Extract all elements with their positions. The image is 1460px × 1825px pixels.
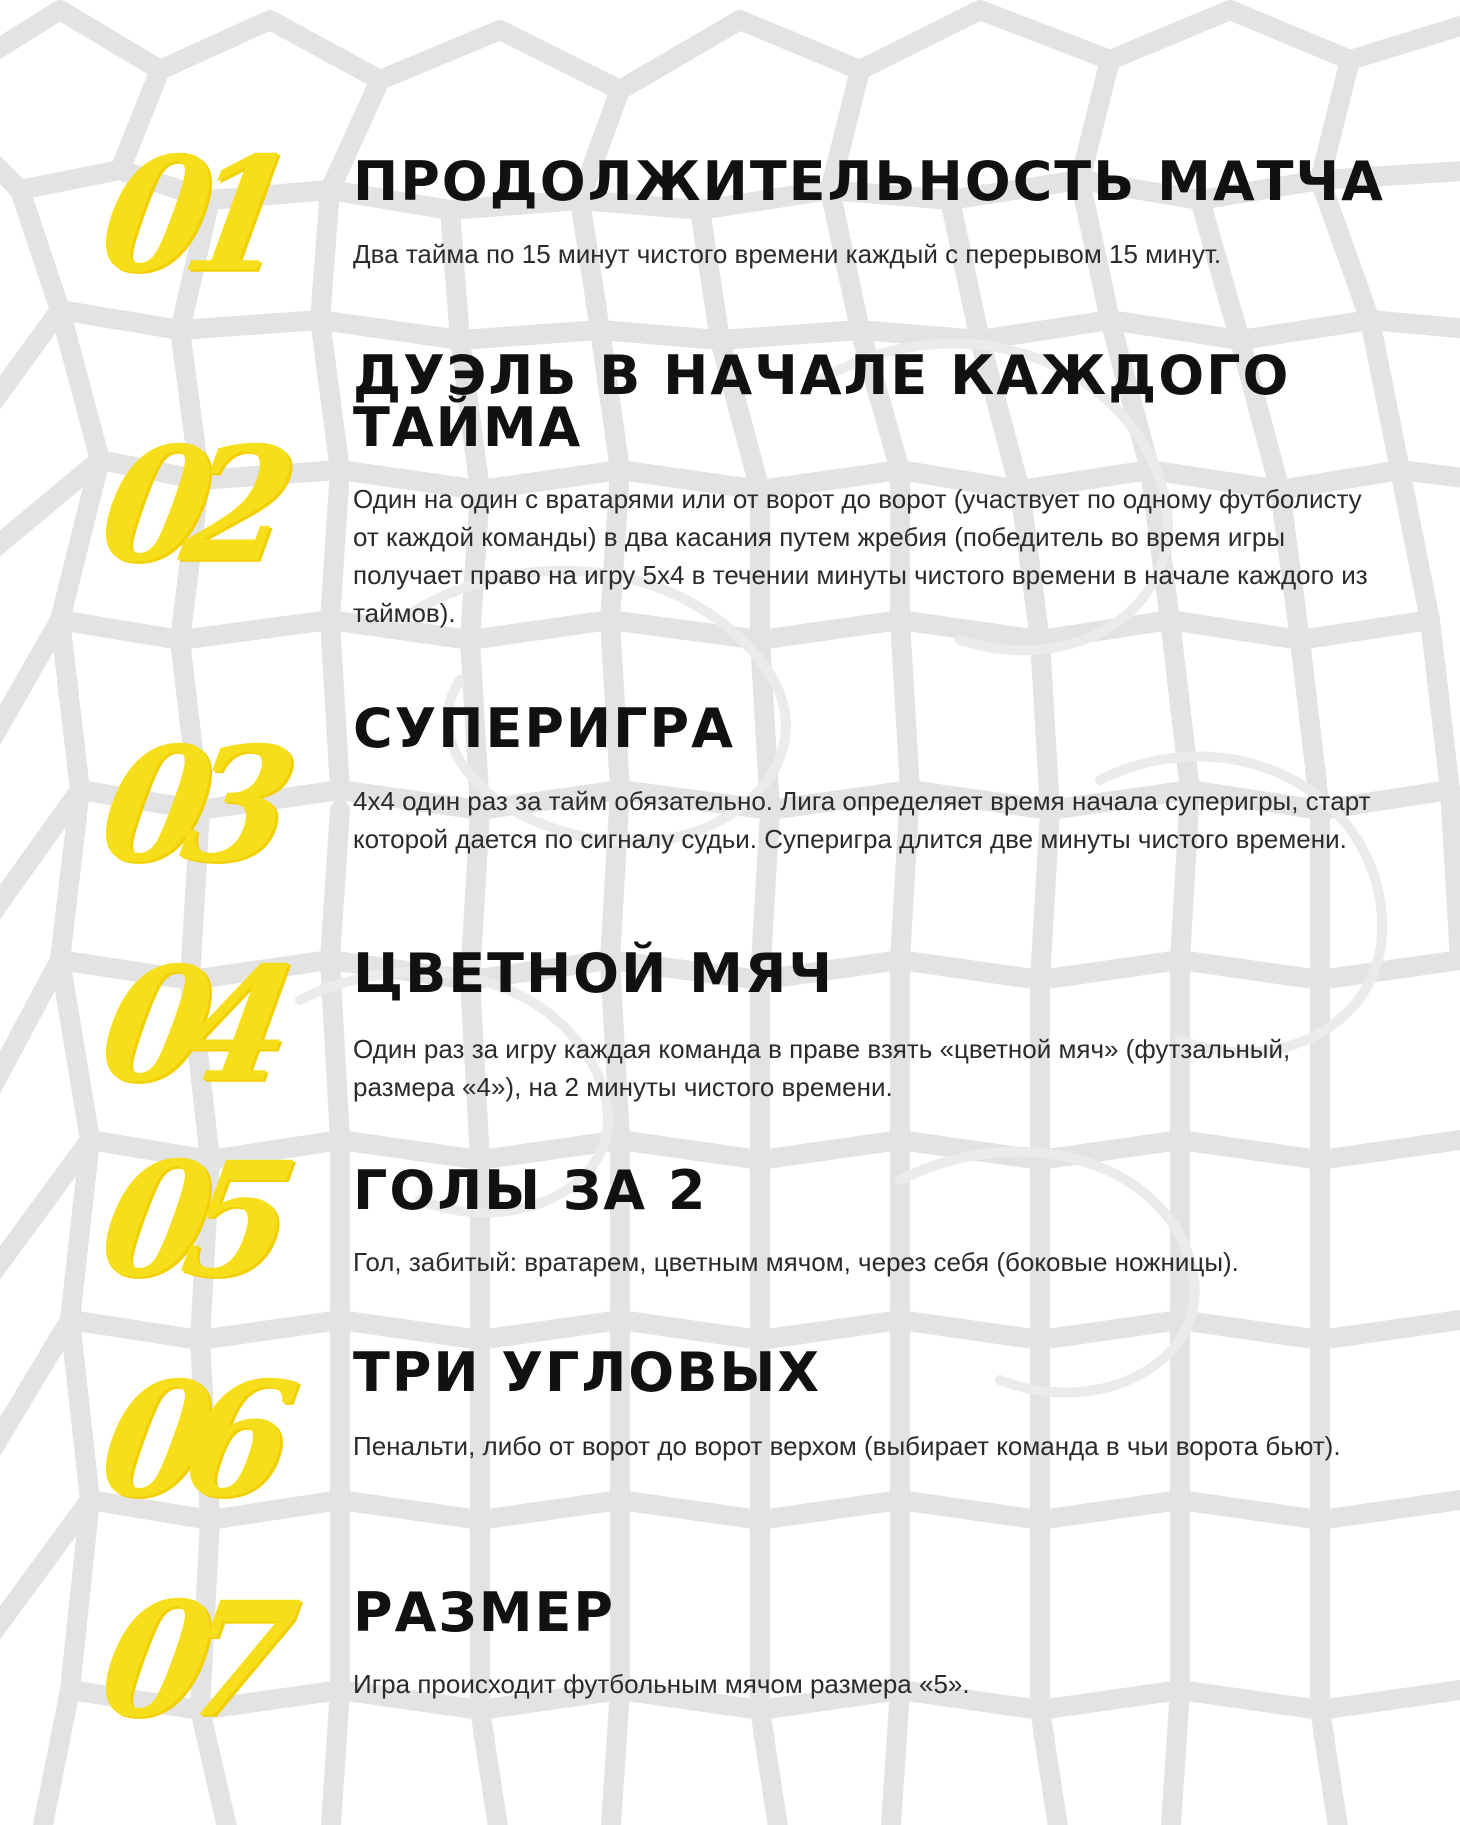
rule-title: ЦВЕТНОЙ МЯЧ xyxy=(353,942,835,1005)
rule-number: 06 xyxy=(88,1347,287,1533)
rule-title: ДУЭЛЬ В НАЧАЛЕ КАЖДОГО ТАЙМА xyxy=(353,344,1291,459)
rule-number: 07 xyxy=(88,1567,287,1753)
rule-description: Гол, забитый: вратарем, цветным мячом, через себя (боковые ножницы). xyxy=(353,1247,1239,1277)
rule-number: 01 xyxy=(88,122,287,308)
rule-number: 05 xyxy=(88,1127,287,1313)
rule-description: Один на один с вратарями или от ворот до ворот (участвует по одному футболисту от каждой команды) в два касания путем жребия (победитель во время игры получает право на игру 5х4 в течении минуты чистого времени в начале каждого из таймов). xyxy=(353,484,1368,628)
rule-description: Игра происходит футбольным мячом размера «5». xyxy=(353,1669,970,1699)
rule-title: РАЗМЕР xyxy=(353,1581,615,1644)
rule-description: Пенальти, либо от ворот до ворот верхом (выбирает команда в чьи ворота бьют). xyxy=(353,1431,1341,1461)
rule-title: ГОЛЫ ЗА 2 xyxy=(353,1159,708,1222)
rule-number: 02 xyxy=(88,412,287,598)
rule-description: Два тайма по 15 минут чистого времени каждый с перерывом 15 минут. xyxy=(353,239,1222,269)
rule-description: 4х4 один раз за тайм обязательно. Лига определяет время начала суперигры, старт которой дается по сигналу судьи. Суперигра длится две минуты чистого времени. xyxy=(353,786,1371,854)
rule-title: СУПЕРИГРА xyxy=(353,697,735,760)
rule-title: ПРОДОЛЖИТЕЛЬНОСТЬ МАТЧА xyxy=(353,150,1385,213)
rule-number: 04 xyxy=(88,932,287,1118)
rule-number: 03 xyxy=(88,712,287,898)
rule-title: ТРИ УГЛОВЫХ xyxy=(353,1341,821,1404)
rule-description: Один раз за игру каждая команда в праве взять «цветной мяч» (футзальный, размера «4»), на 2 минуты чистого времени. xyxy=(353,1034,1291,1102)
